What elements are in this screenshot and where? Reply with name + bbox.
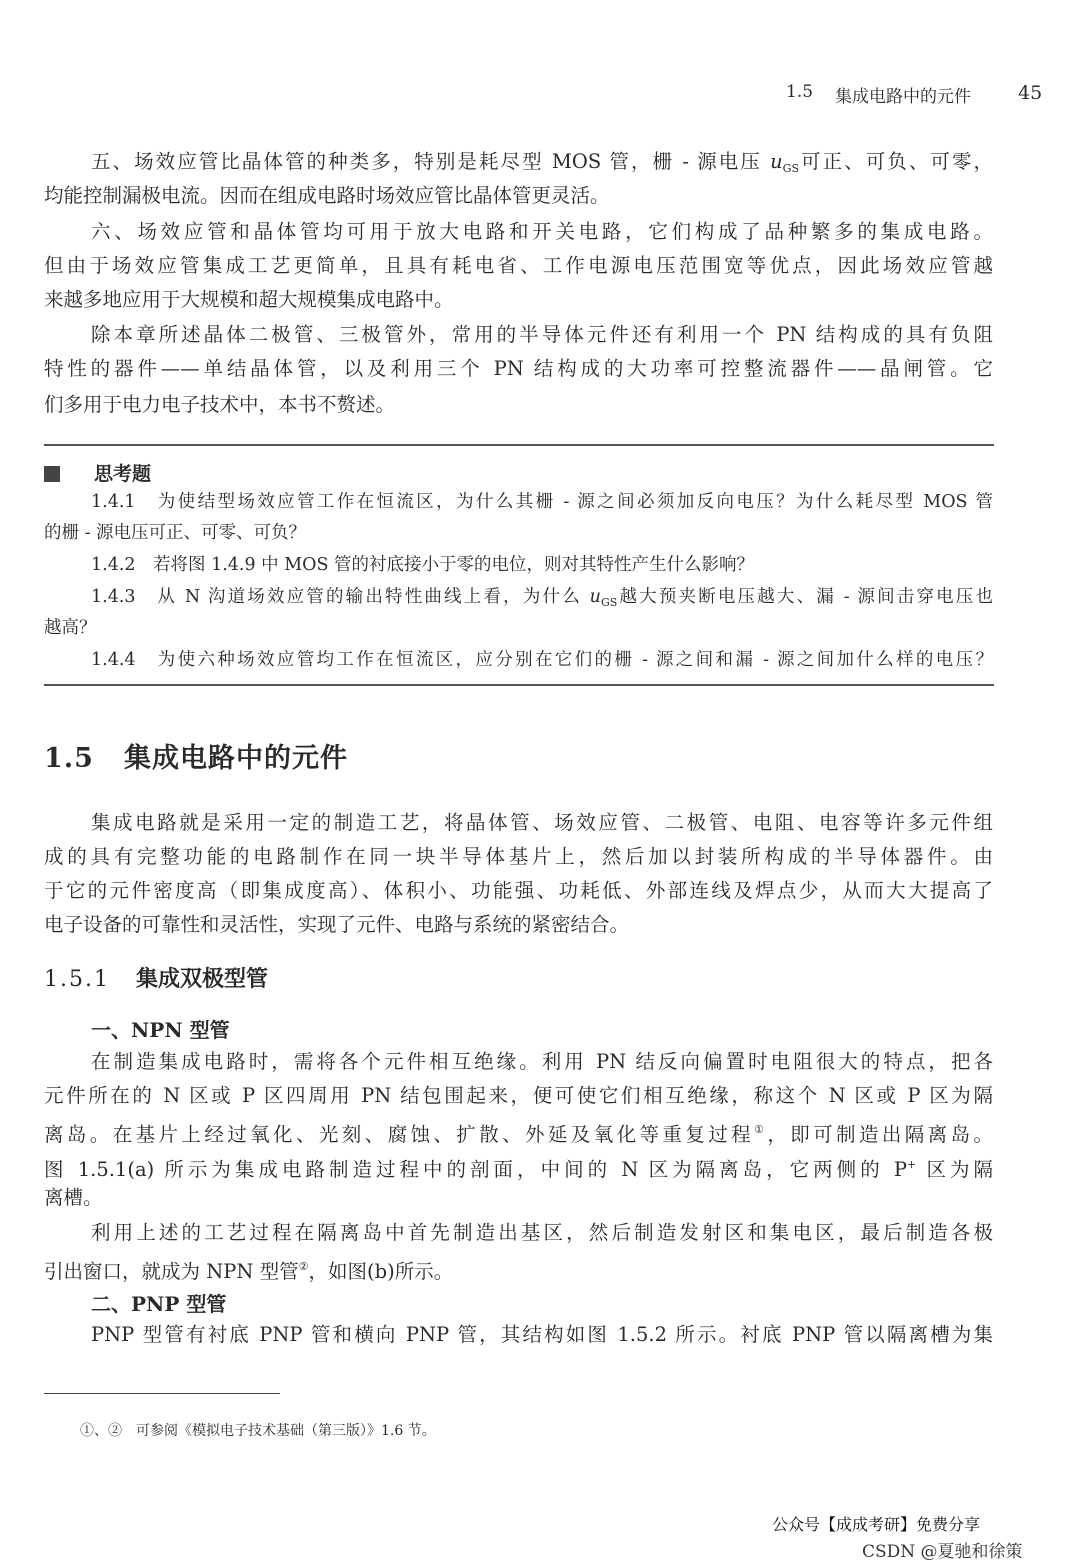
- section-number: 1.5: [44, 743, 94, 774]
- divider: [44, 684, 994, 686]
- question-1-4-1: 1.4.1 为使结型场效应管工作在恒流区，为什么其栅 - 源之间必须加反向电压？为什么耗尽型 MOS 管: [91, 492, 993, 512]
- question-1-4-4: 1.4.4 为使六种场效应管均工作在恒流区，应分别在它们的栅 - 源之间和漏 - 源之间加什么样的电压？: [91, 650, 993, 670]
- header-title: 集成电路中的元件: [835, 87, 971, 107]
- questions-heading: [44, 459, 151, 486]
- text-line: 成的具有完整功能的电路制作在同一块半导体基片上，然后加以封装所构成的半导体器件。由: [44, 845, 993, 868]
- question-1-4-3-cont: 越高？: [44, 618, 97, 638]
- text-span: 离岛。在基片上经过氧化、光刻、腐蚀、扩散、外延及氧化等重复过程: [44, 1123, 755, 1146]
- variable-u: u: [589, 587, 601, 607]
- text-span: 可正、可负、可零，: [799, 150, 993, 173]
- footnote: ①、② 可参阅《模拟电子技术基础（第三版）》1.6 节。: [80, 1423, 436, 1439]
- text-span: 图 1.5.1(a) 所示为集成电路制造过程中的剖面，中间的 N 区为隔离岛，它两侧的 P: [44, 1158, 908, 1181]
- divider: [44, 444, 994, 446]
- text-span: ，如图(b)所示。: [308, 1260, 454, 1283]
- section-title: 集成电路中的元件: [123, 743, 348, 774]
- text-line: 来越多地应用于大规模和超大规模集成电路中。: [44, 288, 454, 311]
- subscript: GS: [600, 596, 618, 609]
- watermark-wechat: 公众号【成成考研】免费分享: [772, 1515, 981, 1534]
- text-span: 1.4.3 从 N 沟道场效应管的输出特性曲线上看，为什么: [91, 587, 590, 607]
- npn-heading: 一、NPN 型管: [91, 1018, 230, 1042]
- text-line: 特性的器件——单结晶体管，以及利用三个 PN 结构成的大功率可控整流器件——晶闸管。它: [44, 357, 993, 380]
- section-heading: [44, 736, 348, 775]
- text-line: PNP 型管有衬底 PNP 管和横向 PNP 管，其结构如图 1.5.2 所示。衬底 PNP 管以隔离槽为集: [91, 1323, 993, 1346]
- questions-title: 思考题: [94, 463, 152, 485]
- text-line: 元件所在的 N 区或 P 区四周用 PN 结包围起来，便可使它们相互绝缘，称这个 N 区或 P 区为隔: [44, 1084, 993, 1107]
- subsection-title: 集成双极型管: [135, 966, 268, 992]
- watermark-csdn: CSDN @夏驰和徐策: [862, 1542, 1023, 1562]
- text-line: 均能控制漏极电流。因而在组成电路时场效应管比晶体管更灵活。: [44, 184, 610, 207]
- subscript: GS: [782, 162, 799, 175]
- text-line: 六、场效应管和晶体管均可用于放大电路和开关电路，它们构成了品种繁多的集成电路。: [91, 220, 993, 243]
- variable-u: u: [770, 150, 783, 173]
- text-line: [44, 1153, 993, 1182]
- superscript: +: [907, 1158, 917, 1171]
- footnote-ref[interactable]: ②: [298, 1260, 309, 1273]
- footnote-ref[interactable]: ①: [754, 1123, 768, 1136]
- text-span: 引出窗口，就成为 NPN 型管: [44, 1260, 299, 1283]
- header-section-number: 1.5: [786, 82, 814, 102]
- text-line: [91, 150, 993, 181]
- text-span: 越大预夹断电压越大、漏 - 源间击穿电压也: [617, 587, 993, 607]
- text-span: ，即可制造出隔离岛。: [767, 1123, 993, 1146]
- text-line: 在制造集成电路时，需将各个元件相互绝缘。利用 PN 结反向偏置时电阻很大的特点，把各: [91, 1050, 993, 1073]
- question-1-4-1-cont: 的栅 - 源电压可正、可零、可负？: [44, 523, 307, 543]
- text-line: 除本章所述晶体二极管、三极管外，常用的半导体元件还有利用一个 PN 结构成的具有负阻: [91, 323, 993, 346]
- text-line: 集成电路就是采用一定的制造工艺，将晶体管、场效应管、二极管、电阻、电容等许多元件组: [91, 811, 993, 834]
- subsection-heading: [44, 962, 268, 993]
- text-line: [44, 1255, 993, 1284]
- question-1-4-2: 1.4.2 若将图 1.4.9 中 MOS 管的衬底接小于零的电位，则对其特性产生什么影响？: [91, 555, 755, 575]
- square-bullet-icon: [44, 466, 60, 482]
- text-line: 于它的元件密度高（即集成度高）、体积小、功能强、功耗低、外部连线及焊点少，从而大大提高了: [44, 879, 993, 902]
- question-1-4-3: [91, 585, 993, 615]
- text-line: 电子设备的可靠性和灵活性，实现了元件、电路与系统的紧密结合。: [44, 913, 630, 936]
- text-line: [44, 1118, 993, 1147]
- text-line: 但由于场效应管集成工艺更简单，且具有耗电省、工作电源电压范围宽等优点，因此场效应管越: [44, 254, 993, 277]
- text-span: 五、场效应管比晶体管的种类多，特别是耗尽型 MOS 管，栅 - 源电压: [91, 150, 771, 173]
- text-span: 区为隔: [916, 1158, 993, 1181]
- footnote-divider: [44, 1393, 280, 1394]
- text-line: 离槽。: [44, 1186, 103, 1209]
- text-line: 利用上述的工艺过程在隔离岛中首先制造出基区，然后制造发射区和集电区，最后制造各极: [91, 1221, 993, 1244]
- pnp-heading: 二、PNP 型管: [91, 1292, 227, 1316]
- text-line: 们多用于电力电子技术中，本书不赘述。: [44, 393, 396, 416]
- subsection-number: 1.5.1: [44, 967, 110, 992]
- page-number: 45: [1018, 82, 1043, 104]
